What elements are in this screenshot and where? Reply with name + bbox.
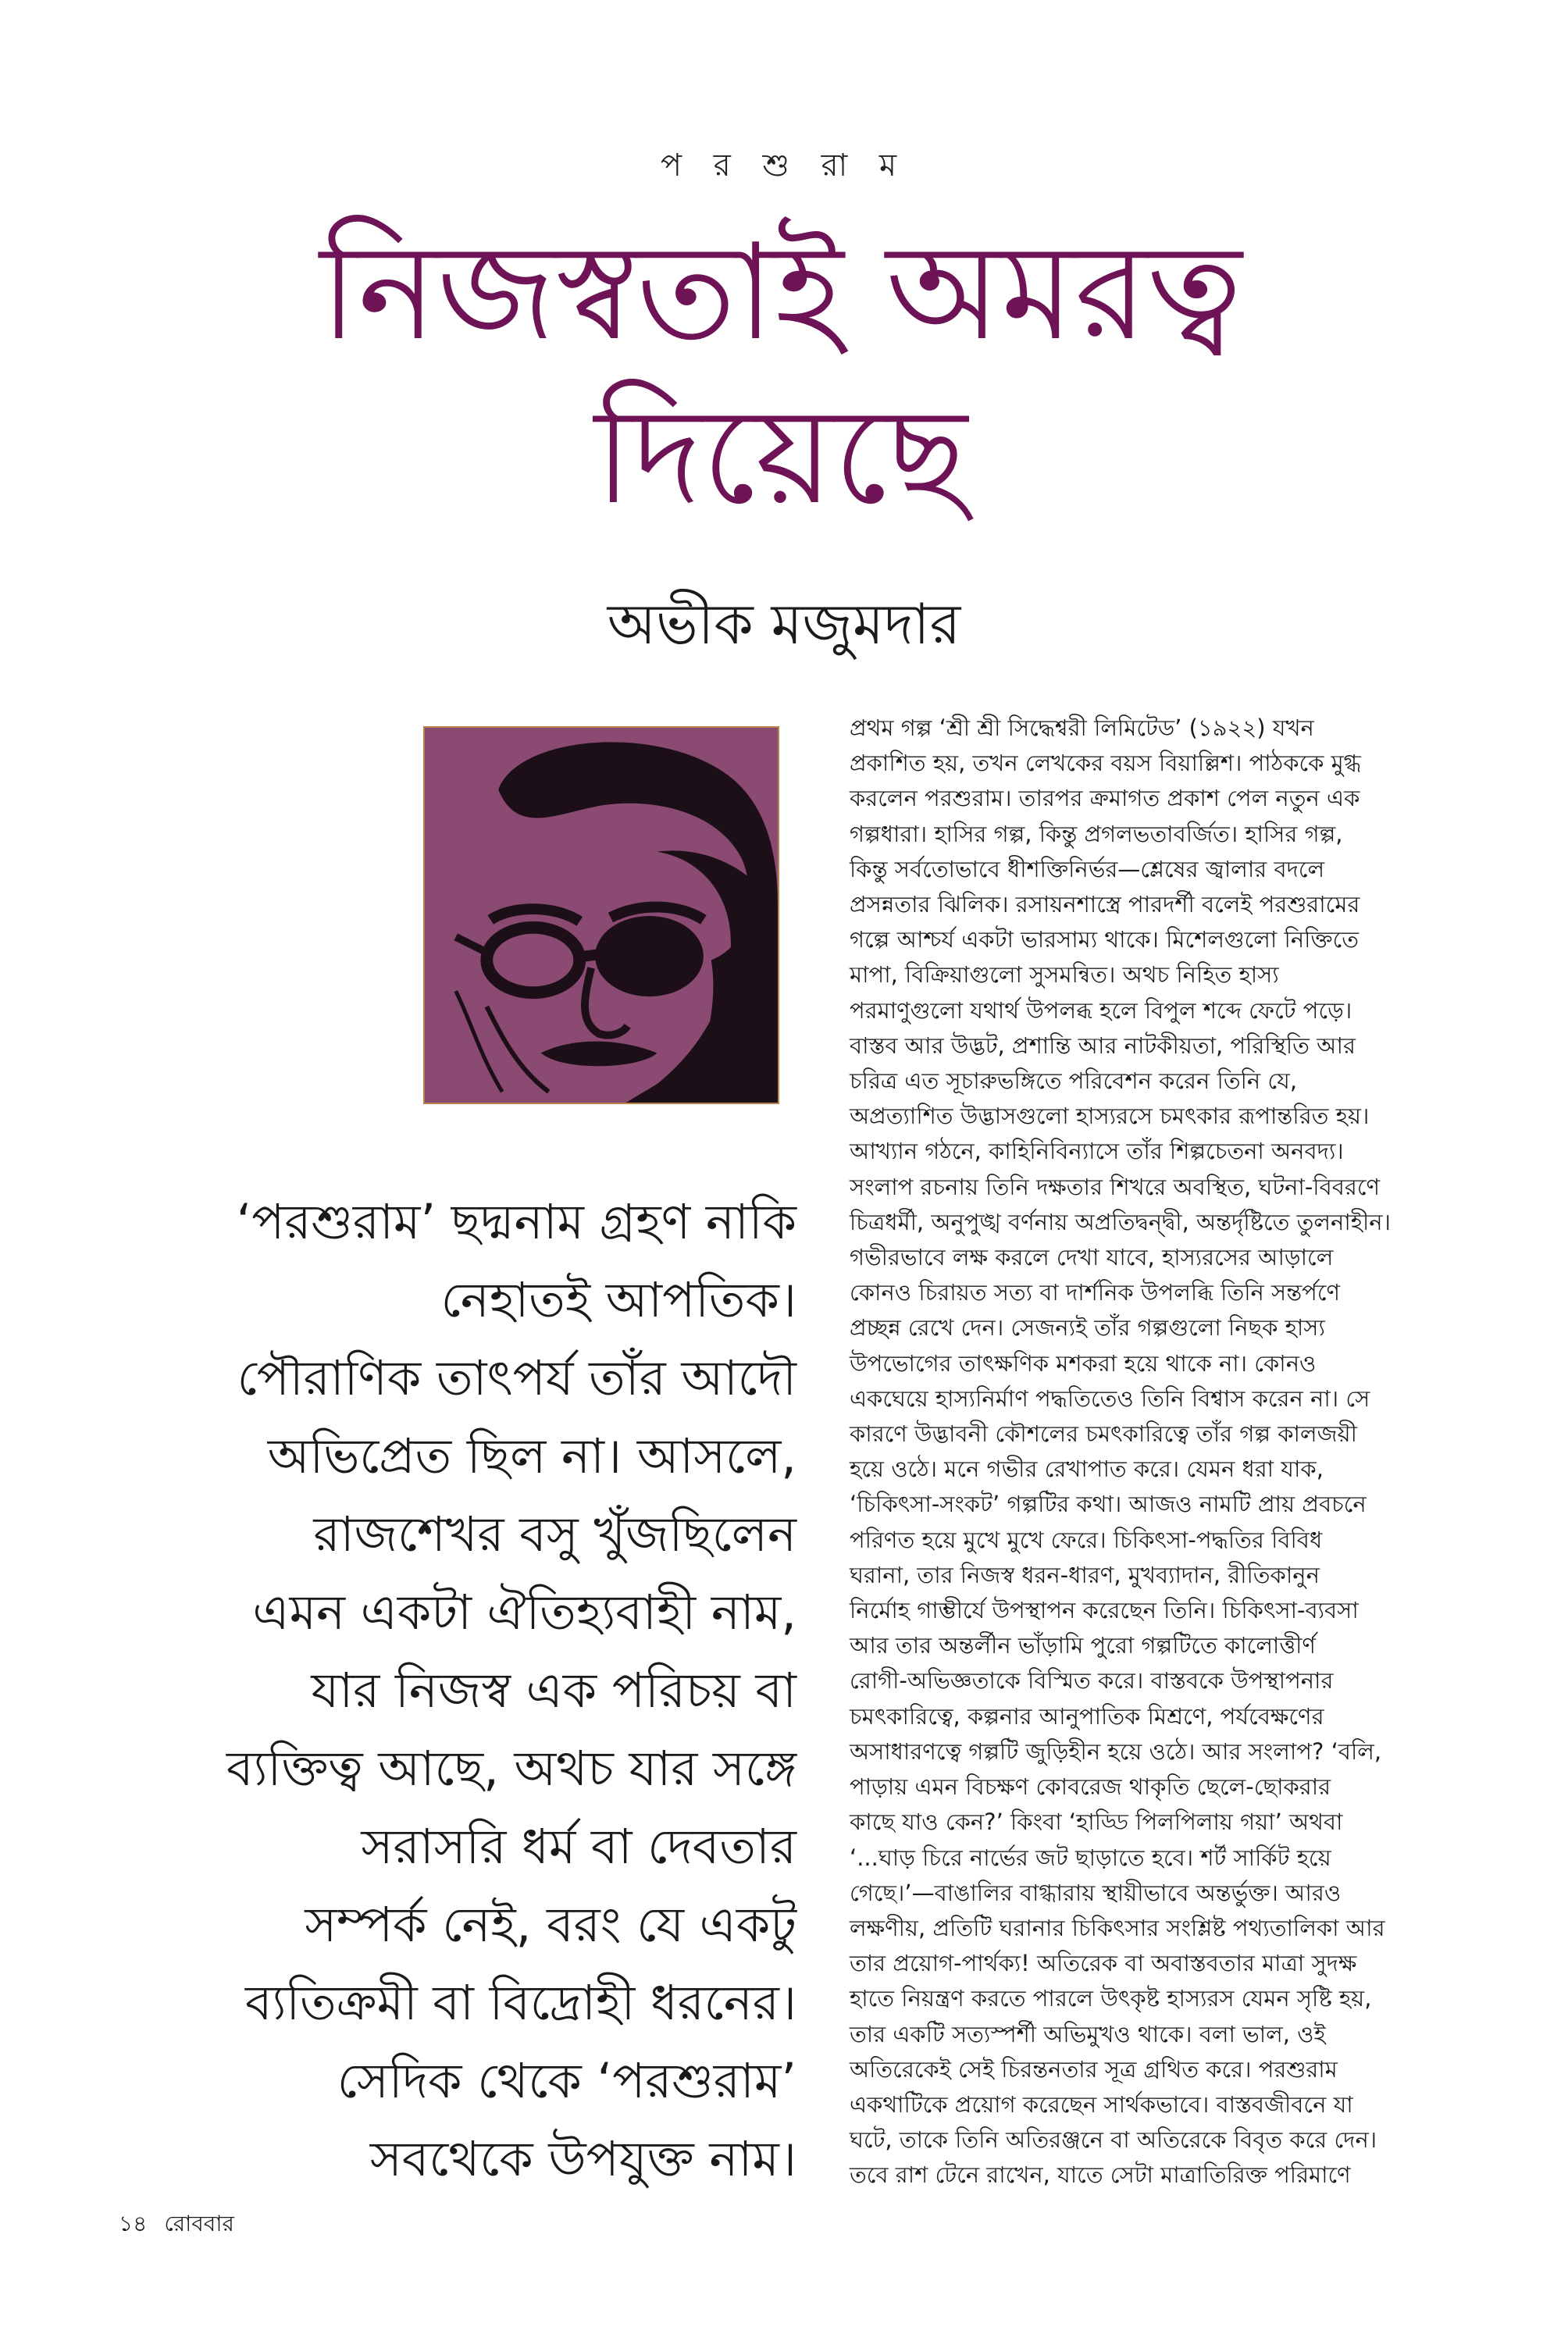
body-text-line: মাপা, বিক্রিয়াগুলো সুসমন্বিত। অথচ নিহিত হাস্য <box>850 961 1279 989</box>
pull-quote-line: সেদিক থেকে ‘পরশুরাম’ <box>337 2052 796 2109</box>
pull-quote-line: রাজশেখর বসু খুঁজছিলেন <box>313 1506 796 1563</box>
body-text-line: প্রচ্ছন্ন রেখে দেন। সেজন্যই তাঁর গল্পগুলো নিছক হাস্য <box>850 1314 1325 1342</box>
body-text-line: একঘেয়ে হাস্যনির্মাণ পদ্ধতিতেও তিনি বিশ্বাস করেন না। সে <box>850 1384 1370 1412</box>
body-text-line: আর তার অন্তর্লীন ভাঁড়ামি পুরো গল্পটিতে কালোত্তীর্ণ <box>850 1632 1316 1659</box>
body-text-line: চমৎকারিত্বে, কল্পনার আনুপাতিক মিশ্রণে, পর্যবেক্ষণের <box>850 1702 1324 1730</box>
body-text-line: গল্পধারা। হাসির গল্প, কিন্তু প্রগলভতাবর্জিত। হাসির গল্প, <box>850 820 1343 847</box>
body-text-line: চরিত্র এত সূচারুভঙ্গিতে পরিবেশন করেন তিনি যে, <box>850 1067 1298 1095</box>
body-text-line: প্রকাশিত হয়, তখন লেখকের বয়স বিয়াল্লিশ। পাঠককে মুগ্ধ <box>850 750 1361 777</box>
title-line: দিয়েছে <box>594 380 968 534</box>
pull-quote-line: ব্যক্তিত্ব আছে, অথচ যার সঙ্গে <box>226 1740 796 1797</box>
publication-name: রোববার <box>164 2211 234 2236</box>
author-byline: অভীক মজুমদার <box>607 591 961 657</box>
body-text-line: সংলাপ রচনায় তিনি দক্ষতার শিখরে অবস্থিত, ঘটনা-বিবরণে <box>850 1173 1381 1200</box>
body-text-line: অসাধারণত্বে গল্পটি জুড়িহীন হয়ে ওঠে। আর সংলাপ? ‘বলি, <box>850 1737 1382 1765</box>
body-text-line: পরমাণুগুলো যথার্থ উপলব্ধ হলে বিপুল শব্দে ফেটে পড়ে। <box>850 996 1352 1024</box>
body-text-column <box>850 711 1437 2193</box>
body-text-line: কাছে যাও কেন?’ কিংবা ‘হাড্ডি পিলপিলায় গয়া’ অথবা <box>850 1809 1343 1836</box>
pull-quote-line: অভিপ্রেত ছিল না। আসলে, <box>267 1427 796 1484</box>
article-title <box>156 211 1406 539</box>
portrait-illustration <box>425 728 778 1103</box>
body-text-line: করলেন পরশুরাম। তারপর ক্রমাগত প্রকাশ পেল নতুন এক <box>850 785 1360 812</box>
pull-quote <box>117 1183 796 2198</box>
body-text-line: গভীরভাবে লক্ষ করলে দেখা যাবে, হাস্যরসের আড়ালে <box>850 1244 1334 1271</box>
body-text-line: কোনও চিরায়ত সত্য বা দার্শনিক উপলব্ধি তিনি সন্তর্পণে <box>850 1279 1341 1306</box>
pull-quote-line: সরাসরি ধর্ম বা দেবতার <box>361 1818 796 1875</box>
body-text-line: নির্মোহ গাম্ভীর্যে উপস্থাপন করেছেন তিনি। চিকিৎসা-ব্যবসা <box>850 1597 1359 1624</box>
body-text-line: প্রথম গল্প ‘শ্রী শ্রী সিদ্ধেশ্বরী লিমিটেড’ (১৯২২) যখন <box>850 715 1314 741</box>
body-text-line: গেছে।’—বাঙালির বাগ্ধারায় স্থায়ীভাবে অন্তর্ভুক্ত। আরও <box>850 1879 1342 1906</box>
body-text-line: বাস্তব আর উদ্ভট, প্রশান্তি আর নাটকীয়তা, পরিস্থিতি আর <box>850 1032 1356 1059</box>
author-portrait <box>423 726 779 1104</box>
body-text-line: হাতে নিয়ন্ত্রণ করতে পারলে উৎকৃষ্ট হাস্যরস যেমন সৃষ্টি হয়, <box>850 1985 1372 2012</box>
body-text-line: কারণে উদ্ভাবনী কৌশলের চমৎকারিত্বে তাঁর গল্প কালজয়ী <box>850 1420 1357 1448</box>
section-kicker: প র শু রা ম <box>660 148 908 184</box>
body-text-line: তার একটি সত্যস্পর্শী অভিমুখও থাকে। বলা ভাল, ওই <box>850 2020 1326 2047</box>
pull-quote-line: সবথেকে উপযুক্ত নাম। <box>369 2130 796 2187</box>
body-text-line: উপভোগের তাৎক্ষণিক মশকরা হয়ে থাকে না। কোনও <box>850 1349 1317 1377</box>
body-text-line: ঘটে, তাকে তিনি অতিরঞ্জনে বা অতিরেকে বিবৃত করে দেন। <box>850 2126 1377 2154</box>
page-number: ১৪ <box>119 2211 148 2236</box>
body-text-line: একথাটিকে প্রয়োগ করেছেন সার্থকভাবে। বাস্তবজীবনে যা <box>850 2090 1353 2118</box>
pull-quote-line: যার নিজস্ব এক পরিচয় বা <box>311 1662 796 1719</box>
body-text-line: ঘরানা, তার নিজস্ব ধরন-ধারণ, মুখব্যাদান, রীতিকানুন <box>850 1561 1320 1588</box>
pull-quote-line: ‘পরশুরাম’ ছদ্মনাম গ্রহণ নাকি <box>236 1193 796 1250</box>
pull-quote-line: নেহাতই আপতিক। <box>440 1271 796 1328</box>
body-text-line: আখ্যান গঠনে, কাহিনিবিন্যাসে তাঁর শিল্পচেতনা অনবদ্য। <box>850 1138 1344 1165</box>
body-text-line: তার প্রয়োগ-পার্থক্য! অতিরেক বা অবাস্তবতার মাত্রা সুদক্ষ <box>850 1950 1357 1977</box>
body-text-line: কিন্তু সর্বতোভাবে ধীশক্তিনির্ভর—শ্লেষের জ্বালার বদলে <box>850 855 1325 882</box>
body-text-line: গল্পে আশ্চর্য একটা ভারসাম্য থাকে। মিশেলগুলো নিক্তিতে <box>850 926 1360 953</box>
body-text-line: লক্ষণীয়, প্রতিটি ঘরানার চিকিৎসার সংশ্লিষ্ট পথ্যতালিকা আর <box>850 1914 1385 1941</box>
body-text-line: প্রসন্নতার ঝিলিক। রসায়নশাস্ত্রে পারদর্শী বলেই পরশুরামের <box>850 891 1360 918</box>
body-text-line: হয়ে ওঠে। মনে গভীর রেখাপাত করে। যেমন ধরা যাক, <box>850 1456 1324 1483</box>
body-text-line: ‘...ঘাড় চিরে নার্ভের জট ছাড়াতে হবে। শর্ট সার্কিট হয়ে <box>850 1844 1331 1871</box>
body-text-line: তবে রাশ টেনে রাখেন, যাতে সেটা মাত্রাতিরিক্ত পরিমাণে <box>850 2161 1351 2189</box>
body-text-line: ‘চিকিৎসা-সংকট’ গল্পটির কথা। আজও নামটি প্রায় প্রবচনে <box>850 1491 1367 1518</box>
body-text-line: পরিণত হয়ে মুখে মুখে ফেরে। চিকিৎসা-পদ্ধতির বিবিধ <box>850 1526 1323 1553</box>
body-text-line: রোগী-অভিজ্ঞতাকে বিস্মিত করে। বাস্তবকে উপস্থাপনার <box>850 1667 1334 1695</box>
pull-quote-line: ব্যতিক্রমী বা বিদ্রোহী ধরনের। <box>244 1974 796 2031</box>
body-text-line: অপ্রত্যাশিত উদ্ভাসগুলো হাস্যরসে চমৎকার রূপান্তরিত হয়। <box>850 1103 1370 1130</box>
body-text-line: অতিরেকেই সেই চিরন্তনতার সূত্র গ্রথিত করে। পরশুরাম <box>850 2055 1338 2083</box>
pull-quote-line: সম্পর্ক নেই, বরং যে একটু <box>305 1896 796 1953</box>
body-text-line: চিত্রধর্মী, অনুপুঙ্খ বর্ণনায় অপ্রতিদ্বন্দ্বী, অন্তর্দৃষ্টিতে তুলনাহীন। <box>850 1208 1391 1235</box>
page-footer <box>119 2207 234 2243</box>
pull-quote-line: এমন একটা ঐতিহ্যবাহী নাম, <box>252 1584 796 1641</box>
body-text-line: পাড়ায় এমন বিচক্ষণ কোবরেজ থাকৃতি ছেলে-ছোকরার <box>850 1773 1331 1801</box>
title-line: নিজস্বতাই অমরত্ব <box>319 216 1242 370</box>
pull-quote-line: পৌরাণিক তাৎপর্য তাঁর আদৌ <box>237 1349 796 1406</box>
